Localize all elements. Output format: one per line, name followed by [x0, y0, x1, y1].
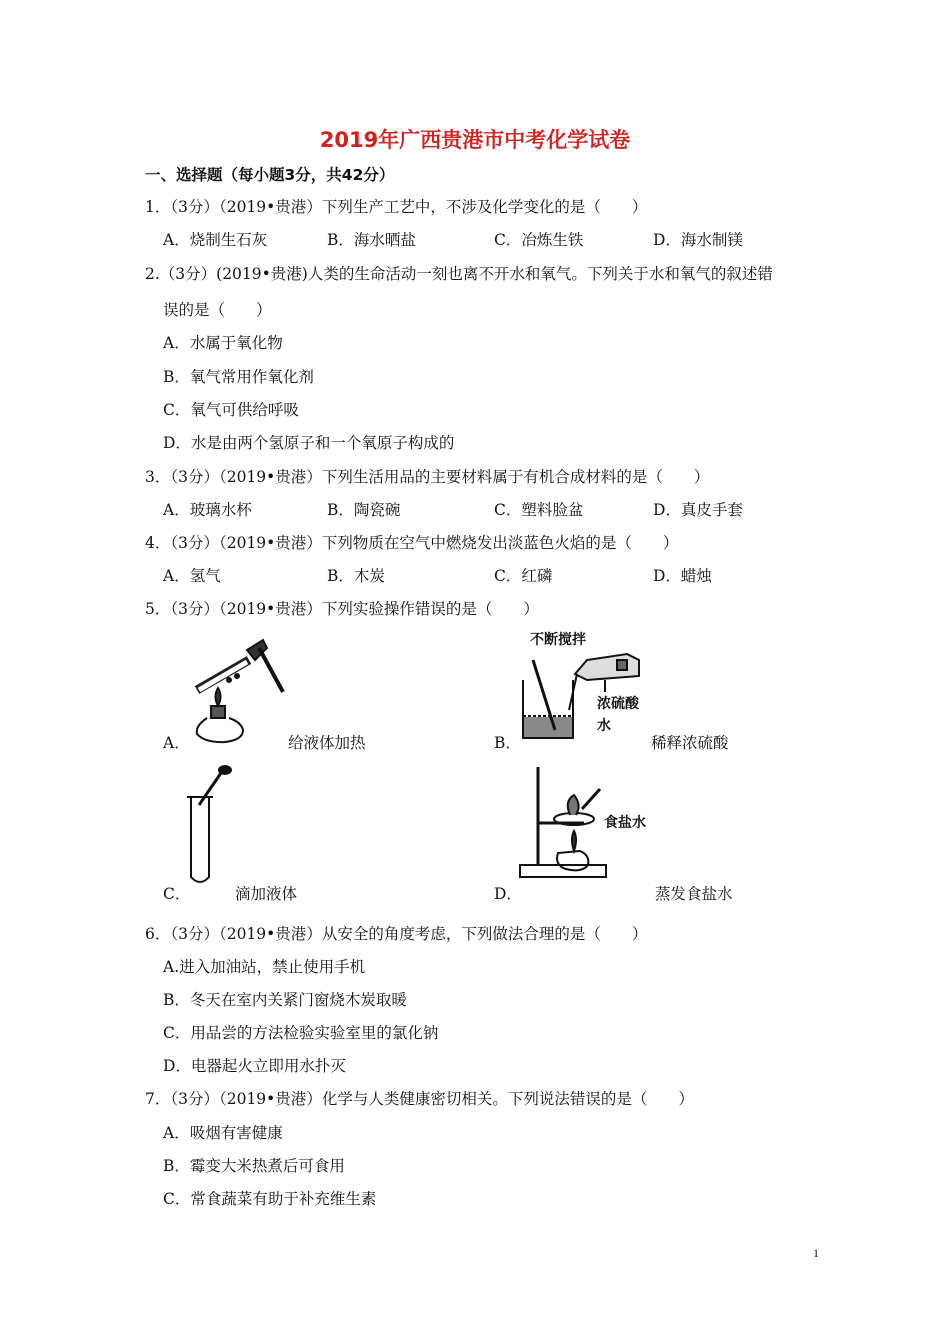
q4-option-d: D．蜡烛: [653, 567, 712, 585]
question-4-stem: 4．（3分）（2019•贵港）下列物质在空气中燃烧发出淡蓝色火焰的是（ ）: [145, 534, 679, 552]
q1-option-c: C．冶炼生铁: [494, 231, 584, 249]
q6-option-d: D．电器起火立即用水扑灭: [163, 1057, 346, 1075]
label-conc-acid: 浓硫酸: [597, 696, 639, 712]
q3-option-c: C．塑料脸盆: [494, 501, 584, 519]
test-tube: [191, 797, 209, 882]
q5-option-d-caption: 蒸发食盐水: [655, 885, 733, 903]
question-1-stem: 1．（3分）（2019•贵港）下列生产工艺中，不涉及化学变化的是（ ）: [145, 198, 648, 216]
q6-option-b: B．冬天在室内关紧门窗烧木炭取暖: [163, 991, 407, 1009]
question-7-stem: 7．（3分）（2019•贵港）化学与人类健康密切相关。下列说法错误的是（ ）: [145, 1090, 694, 1108]
q3-option-b: B．陶瓷碗: [327, 501, 401, 519]
q1-option-d: D．海水制镁: [653, 231, 743, 249]
q5-option-a-letter: A．: [163, 734, 190, 752]
q2-option-b: B．氧气常用作氧化剂: [163, 368, 314, 386]
q5-option-d-letter: D．: [494, 885, 522, 903]
q3-option-d: D．真皮手套: [653, 501, 743, 519]
q2-option-c: C．氧气可供给呼吸: [163, 401, 299, 419]
q5-option-b-caption: 稀释浓硫酸: [651, 734, 729, 752]
question-2-stem-line1: 2.（3分）(2019•贵港)人类的生命活动一刻也离不开水和氧气。下列关于水和氧气的叙述错: [145, 265, 773, 283]
q3-option-a: A．玻璃水杯: [163, 501, 252, 519]
q5-option-a-caption: 给液体加热: [288, 734, 366, 752]
q2-option-a: A．水属于氧化物: [163, 334, 283, 352]
question-3-stem: 3．（3分）（2019•贵港）下列生活用品的主要材料属于有机合成材料的是（ ）: [145, 468, 710, 486]
q2-option-d: D．水是由两个氢原子和一个氧原子构成的: [163, 434, 455, 452]
page-title: 2019年广西贵港市中考化学试卷: [319, 128, 631, 152]
q6-option-c: C．用品尝的方法检验实验室里的氯化钠: [163, 1024, 439, 1042]
q7-option-b: B．霉变大米热煮后可食用: [163, 1157, 345, 1175]
label-water: 水: [597, 718, 611, 734]
evaporation-figure: [518, 765, 610, 880]
q1-option-b: B．海水晒盐: [327, 231, 416, 249]
q4-option-a: A．氢气: [163, 567, 221, 585]
alcohol-lamp: [557, 851, 588, 870]
question-2-stem-line2: 误的是（ ）: [163, 301, 272, 319]
q5-option-c-letter: C．: [163, 885, 191, 903]
question-5-stem: 5．（3分）（2019•贵港）下列实验操作错误的是（ ）: [145, 600, 539, 618]
section-heading: 一、选择题（每小题3分，共42分）: [145, 166, 395, 184]
heating-liquid-figure: [185, 630, 295, 745]
stirring-rod: [582, 789, 600, 809]
q4-option-c: C．红磷: [494, 567, 553, 585]
dropper-figure: [185, 765, 245, 890]
question-6-stem: 6．（3分）（2019•贵港）从安全的角度考虑，下列做法合理的是（ ）: [145, 925, 648, 943]
q7-option-a: A．吸烟有害健康: [163, 1124, 283, 1142]
label-salt-water: 食盐水: [604, 815, 646, 831]
acid-bottle: [575, 654, 639, 680]
flame: [216, 688, 221, 706]
q5-option-b-letter: B．: [494, 734, 521, 752]
page-number: 1: [813, 1246, 819, 1260]
q1-option-a: A．烧制生石灰: [163, 231, 268, 249]
q7-option-c: C．常食蔬菜有助于补充维生素: [163, 1190, 377, 1208]
q6-option-a: A.进入加油站，禁止使用手机: [163, 958, 366, 976]
alcohol-lamp-body: [197, 718, 243, 742]
q5-option-c-caption: 滴加液体: [235, 885, 298, 903]
label-stir: 不断搅拌: [530, 632, 586, 648]
q4-option-b: B．木炭: [327, 567, 385, 585]
